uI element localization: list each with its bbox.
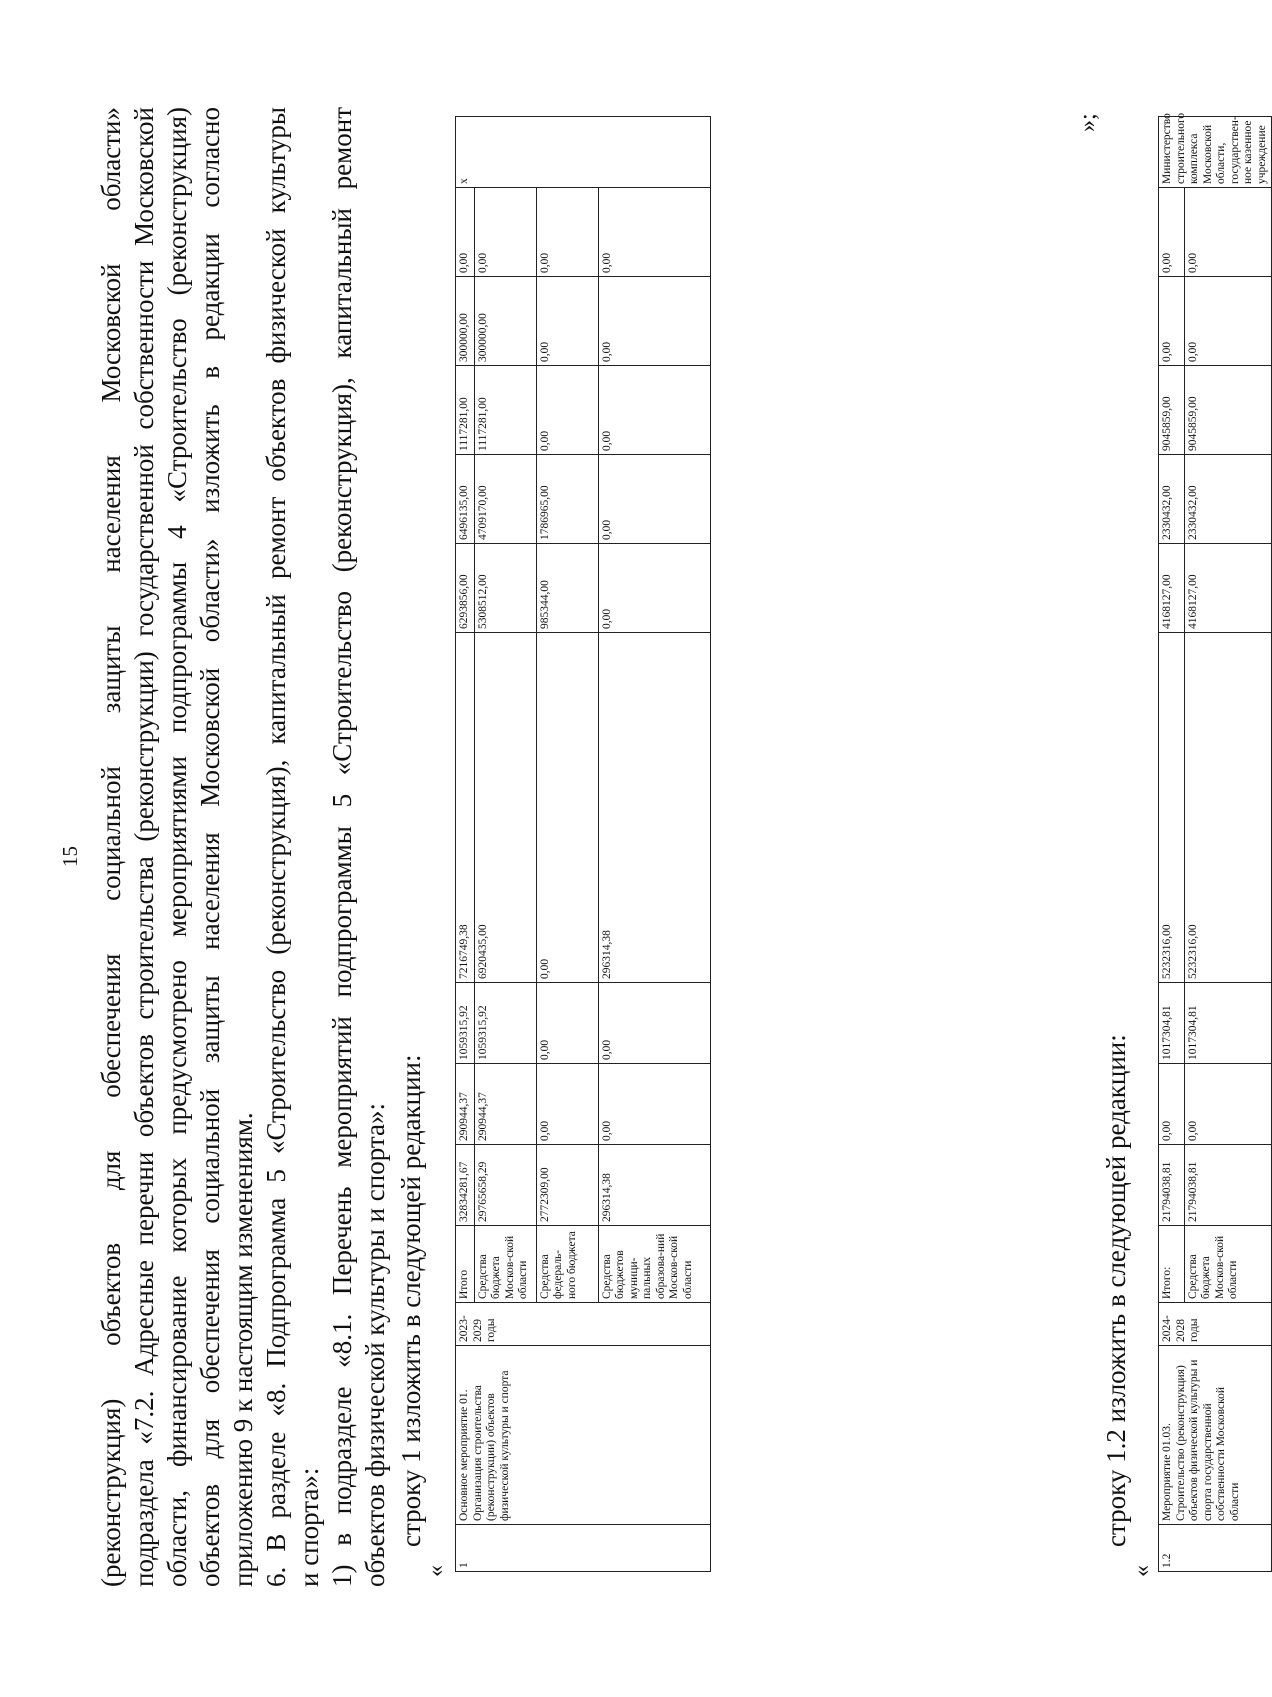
executor-cell: Министерство строительного комплекса Московской области, государствен-ное казенное учреждение — [1159, 117, 1272, 188]
amount-cell: 0,00 — [598, 1064, 710, 1145]
text-line: области, финансирование которых предусмотрено мероприятиями подпрограммы 4 «Строительство (реконструкция) — [162, 107, 192, 1587]
funding-source-cell: Итого — [456, 1226, 475, 1303]
text-line: подраздела «7.2. Адресные перечни объектов строительства (реконструкции) государственной собственности Московской — [129, 107, 159, 1587]
amount-cell: 1059315,92 — [474, 983, 536, 1064]
amount-cell: 32834281,67 — [456, 1145, 475, 1226]
amount-cell: 0,00 — [536, 366, 598, 455]
amount-cell: 2330432,00 — [1184, 455, 1271, 544]
funding-source-cell: Средства бюджета Москов-ской области — [474, 1226, 536, 1303]
text-line: 1) в подразделе «8.1. Перечень мероприятий подпрограммы 5 «Строительство (реконструкция), капитальный ремонт — [327, 107, 357, 1587]
row-number-cell: 1 — [456, 1525, 711, 1572]
amount-cell: 1059315,92 — [456, 983, 475, 1064]
amount-cell: 21794038,81 — [1184, 1145, 1271, 1226]
amount-cell: 0,00 — [1159, 188, 1185, 277]
body-text — [95, 107, 392, 1587]
measure-name-cell: Основное мероприятие 01. Организация строительства (реконструкции) объектов физической культуры и спорта — [456, 1346, 711, 1525]
amount-cell: 6920435,00 — [474, 633, 536, 983]
table-row-1-2 — [1158, 112, 1272, 1572]
amount-cell: 0,00 — [598, 366, 710, 455]
table-row — [1159, 117, 1185, 1572]
amount-cell: 1117281,00 — [456, 366, 475, 455]
text-line: объектов физической культуры и спорта»: — [360, 1103, 390, 1587]
amount-cell: 5232316,00 — [1159, 633, 1185, 983]
amount-cell: 296314,38 — [598, 633, 710, 983]
amount-cell: 0,00 — [474, 188, 536, 277]
amount-cell: 1017304,81 — [1184, 983, 1271, 1064]
amount-cell: 290944,37 — [456, 1064, 475, 1145]
amount-cell: 1117281,00 — [474, 366, 536, 455]
table-row-1 — [455, 116, 711, 1572]
amount-cell: 0,00 — [598, 455, 710, 544]
text-line: приложению 9 к настоящим изменениям. — [228, 1112, 258, 1587]
amount-cell: 5308512,00 — [474, 544, 536, 633]
amount-cell: 0,00 — [536, 188, 598, 277]
amount-cell: 7216749,38 — [456, 633, 475, 983]
amount-cell: 4168127,00 — [1159, 544, 1185, 633]
amount-cell: 6293856,00 — [456, 544, 475, 633]
executor-cell: x — [456, 117, 711, 188]
amount-cell: 2330432,00 — [1159, 455, 1185, 544]
amount-cell: 4168127,00 — [1184, 544, 1271, 633]
amount-cell: 9045859,00 — [1159, 366, 1185, 455]
open-quote-2: « — [1129, 1565, 1155, 1577]
text-line: 6. В разделе «8. Подпрограмма 5 «Строительство (реконструкция), капитальный ремонт объектов физической культуры — [261, 107, 291, 1587]
amount-cell: 0,00 — [1159, 1064, 1185, 1145]
intro-row-1: строку 1 изложить в следующей редакции: — [396, 1054, 426, 1547]
funding-source-cell: Средства бюджетов муници-пальных образова-ний Москов-ской области — [598, 1226, 710, 1303]
amount-cell: 0,00 — [536, 983, 598, 1064]
funding-source-cell: Средства бюджета Москов-ской области — [1184, 1226, 1271, 1303]
amount-cell: 985344,00 — [536, 544, 598, 633]
amount-cell: 0,00 — [598, 544, 710, 633]
amount-cell: 6496135,00 — [456, 455, 475, 544]
amount-cell: 300000,00 — [456, 277, 475, 366]
closing-quote: »; — [1075, 113, 1101, 132]
period-cell: 2023-2029 годы — [456, 1303, 711, 1346]
amount-cell: 5232316,00 — [1184, 633, 1271, 983]
amount-cell: 290944,37 — [474, 1064, 536, 1145]
amount-cell: 21794038,81 — [1159, 1145, 1185, 1226]
amount-cell: 0,00 — [1184, 188, 1271, 277]
period-cell: 2024-2028 годы — [1159, 1303, 1272, 1346]
row-number-cell: 1.2 — [1159, 1525, 1272, 1572]
amount-cell: 300000,00 — [474, 277, 536, 366]
amount-cell: 296314,38 — [598, 1145, 710, 1226]
funding-source-cell: Итого: — [1159, 1226, 1185, 1303]
amount-cell: 0,00 — [598, 188, 710, 277]
text-line: объектов для обеспечения социальной защиты населения Московской области» изложить в редакции согласно — [195, 107, 225, 1587]
amount-cell: 1017304,81 — [1159, 983, 1185, 1064]
amount-cell: 2772309,00 — [536, 1145, 598, 1226]
amount-cell: 0,00 — [1159, 277, 1185, 366]
amount-cell: 0,00 — [598, 983, 710, 1064]
amount-cell: 0,00 — [536, 277, 598, 366]
table-row — [456, 117, 475, 1572]
funding-source-cell: Средства федераль-ного бюджета — [536, 1226, 598, 1303]
amount-cell: 0,00 — [1184, 277, 1271, 366]
intro-row-2: строку 1.2 изложить в следующей редакции: — [1101, 1034, 1131, 1547]
page-number: 15 — [58, 846, 82, 867]
measure-name-cell: Мероприятие 01.03. Строительство (реконструкция) объектов физической культуры и спорта государственной собственности Московской области — [1159, 1346, 1272, 1525]
amount-cell: 0,00 — [456, 188, 475, 277]
amount-cell: 0,00 — [536, 1064, 598, 1145]
amount-cell: 9045859,00 — [1184, 366, 1271, 455]
text-line: (реконструкция) объектов для обеспечения социальной защиты населения Московской области» — [96, 107, 126, 1587]
open-quote-1: « — [423, 1565, 449, 1577]
amount-cell: 0,00 — [598, 277, 710, 366]
text-line: и спорта»: — [294, 1467, 324, 1587]
amount-cell: 0,00 — [1184, 1064, 1271, 1145]
amount-cell: 0,00 — [536, 633, 598, 983]
amount-cell: 1786965,00 — [536, 455, 598, 544]
amount-cell: 29765658,29 — [474, 1145, 536, 1226]
amount-cell: 4709170,00 — [474, 455, 536, 544]
